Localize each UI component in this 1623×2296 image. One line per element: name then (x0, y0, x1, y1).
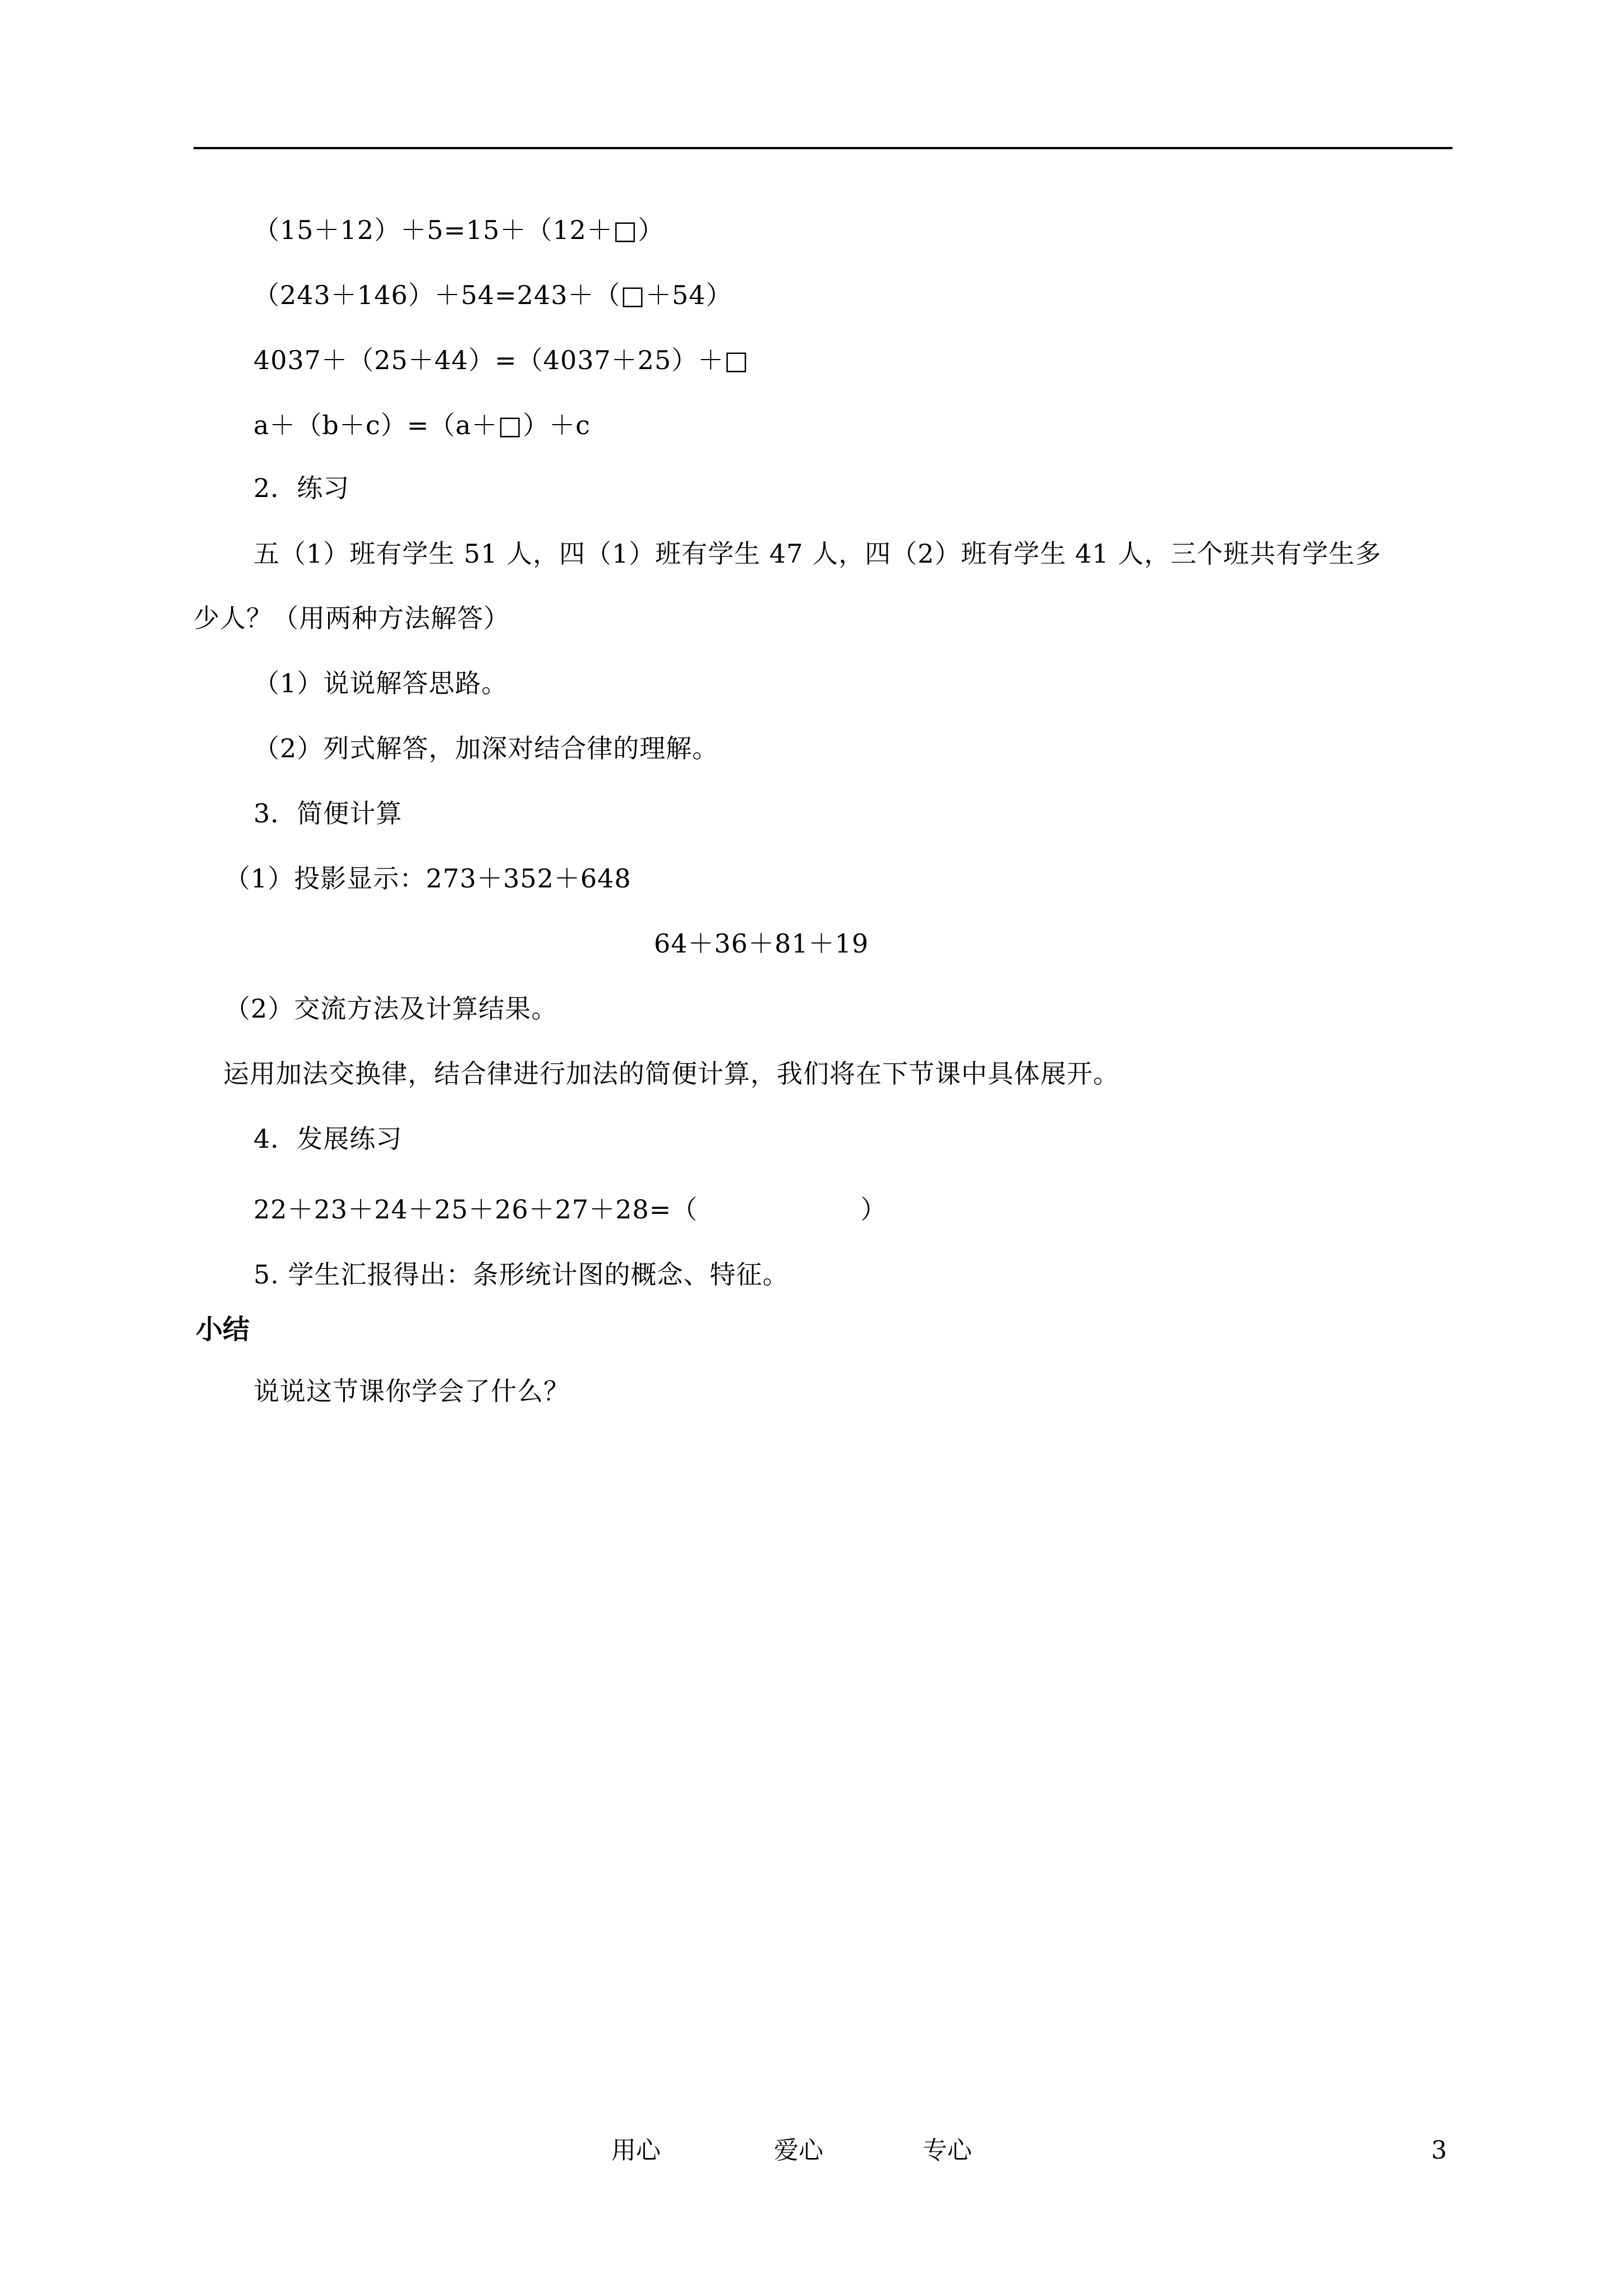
problem-text-line-1: 五（1）班有学生 51 人，四（1）班有学生 47 人，四（2）班有学生 41 人，三个班共有学生多 (253, 539, 1382, 569)
equation-1: （15＋12）＋5=15＋（12＋□） (253, 215, 665, 245)
problem-text-line-2: 少人？（用两种方法解答） (193, 603, 510, 633)
summary-heading: 小结 (196, 1314, 250, 1345)
footer-word-1: 用心 (611, 2136, 661, 2165)
footer-word-2: 爱心 (774, 2136, 823, 2165)
section-5-text: 5. 学生汇报得出：条形统计图的概念、特征。 (253, 1259, 789, 1290)
equation-2: （243＋146）＋54=243＋（□＋54） (253, 280, 732, 310)
development-equation (253, 1193, 887, 1226)
sub-step-1: （1）说说解答思路。 (253, 668, 508, 698)
calc-item-3: （2）交流方法及计算结果。 (224, 993, 558, 1024)
summary-text: 说说这节课你学会了什么？ (253, 1376, 570, 1406)
section-3-title: 3．简便计算 (253, 798, 403, 829)
header-rule (193, 147, 1453, 149)
page-number: 3 (1431, 2136, 1447, 2165)
calc-item-1: （1）投影显示：273＋352＋648 (224, 863, 631, 894)
equation-4: a＋（b＋c）=（a＋□）＋c (253, 410, 591, 440)
sub-step-2: （2）列式解答，加深对结合律的理解。 (253, 733, 719, 763)
development-equation-start: 22＋23＋24＋25＋26＋27＋28=（ (253, 1194, 698, 1225)
note-text: 运用加法交换律，结合律进行加法的简便计算，我们将在下节课中具体展开。 (223, 1059, 1119, 1089)
section-4-title: 4．发展练习 (253, 1124, 403, 1154)
calc-item-2: 64＋36＋81＋19 (654, 928, 869, 959)
development-equation-end: ） (860, 1194, 887, 1225)
equation-3: 4037＋（25＋44）=（4037＋25）＋□ (253, 345, 749, 375)
footer-word-3: 专心 (923, 2136, 972, 2165)
section-2-title: 2．练习 (253, 473, 350, 503)
